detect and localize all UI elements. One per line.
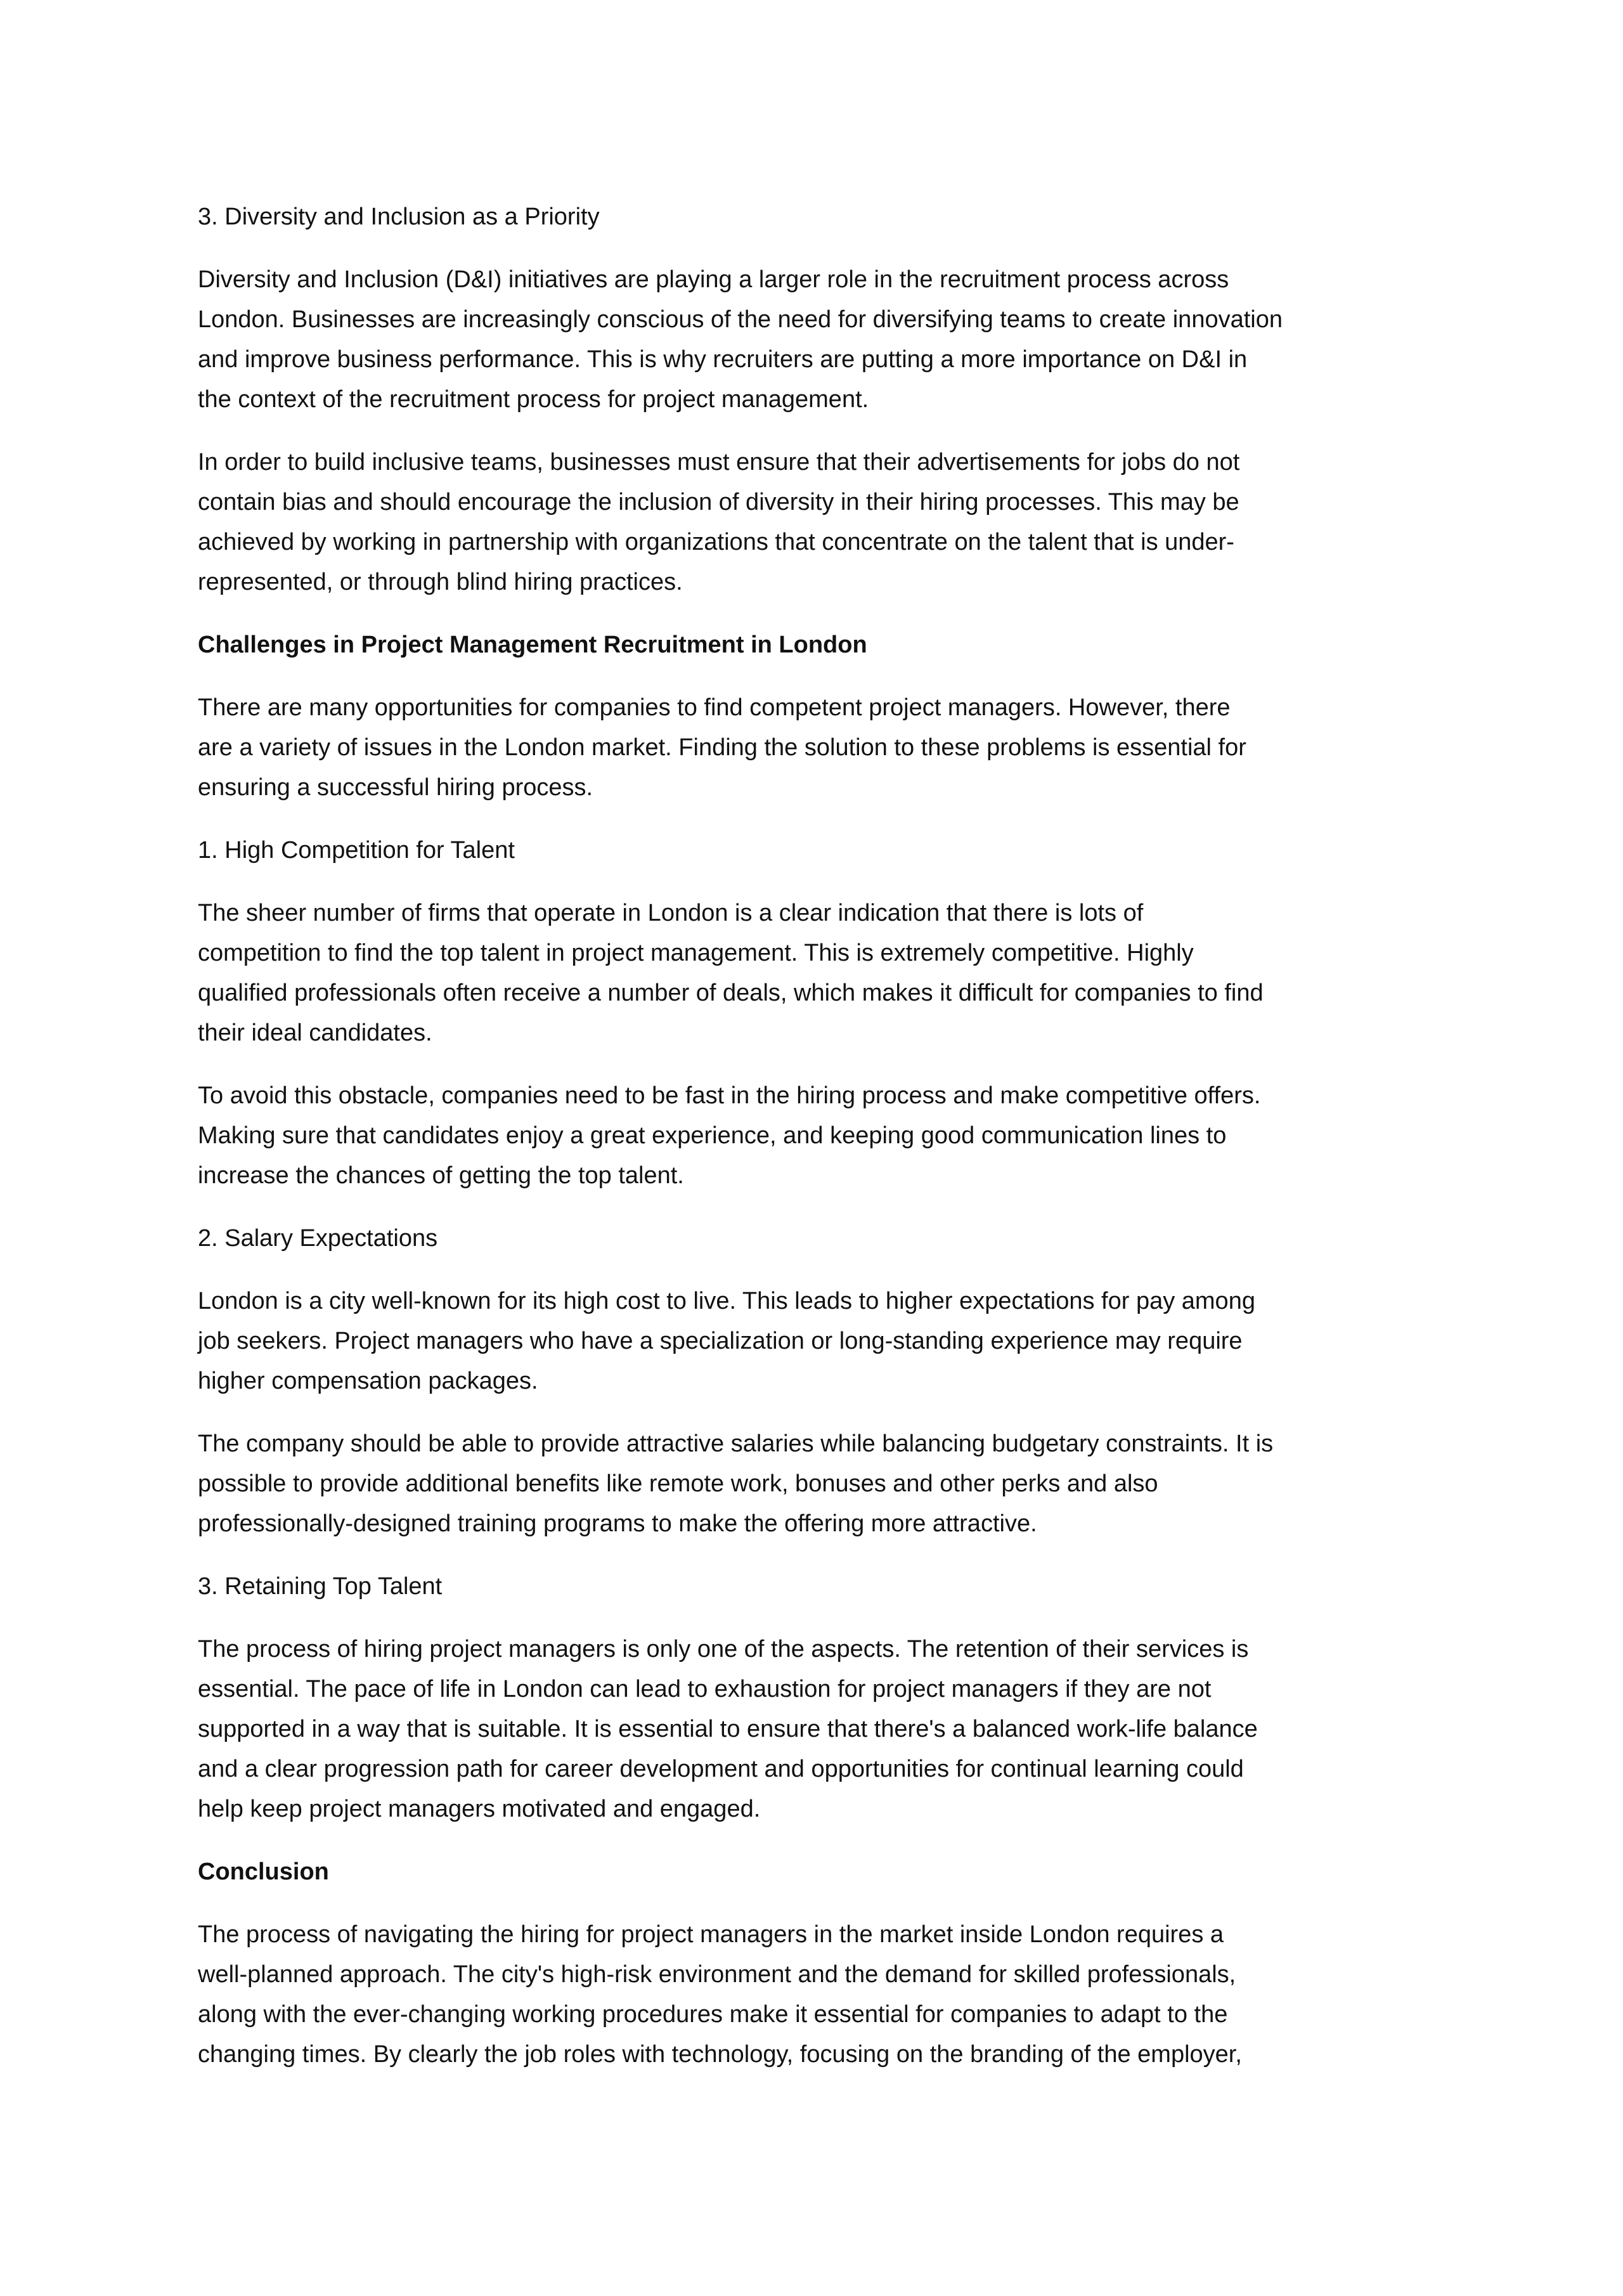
text-line: changing times. By clearly the job roles with technology, focusing on the branding of the employer, <box>198 2041 1242 2068</box>
text-line: To avoid this obstacle, companies need to be fast in the hiring process and make competitive offers. <box>198 1082 1261 1109</box>
text-line: 2. Salary Expectations <box>198 1225 438 1252</box>
text-line: The sheer number of firms that operate in London is a clear indication that there is lots of <box>198 900 1144 926</box>
text-line: job seekers. Project managers who have a specialization or long-standing experience may require <box>198 1328 1243 1354</box>
text-line: The process of navigating the hiring for project managers in the market inside London requires a <box>198 1921 1224 1948</box>
text-line: The company should be able to provide attractive salaries while balancing budgetary constraints. It is <box>198 1430 1274 1457</box>
paragraph <box>198 688 1466 808</box>
paragraph <box>198 1424 1466 1544</box>
text-line: achieved by working in partnership with organizations that concentrate on the talent that is under- <box>198 529 1234 555</box>
paragraph <box>198 1915 1466 2075</box>
text-line: the context of the recruitment process for project management. <box>198 386 869 413</box>
text-line: London. Businesses are increasingly conscious of the need for diversifying teams to create innovation <box>198 306 1283 333</box>
text-line: possible to provide additional benefits like remote work, bonuses and other perks and also <box>198 1470 1158 1497</box>
section-heading <box>198 1852 1466 1892</box>
subsection-heading <box>198 1219 1466 1259</box>
document-page <box>198 197 1466 2098</box>
text-line: are a variety of issues in the London market. Finding the solution to these problems is essential for <box>198 734 1246 761</box>
paragraph <box>198 443 1466 602</box>
text-line: There are many opportunities for companies to find competent project managers. However, there <box>198 694 1231 721</box>
text-line: Conclusion <box>198 1858 329 1885</box>
subsection-heading <box>198 831 1466 871</box>
text-line: Challenges in Project Management Recruitment in London <box>198 632 867 658</box>
text-line: ensuring a successful hiring process. <box>198 774 593 801</box>
text-line: their ideal candidates. <box>198 1020 432 1046</box>
paragraph <box>198 893 1466 1053</box>
text-line: Making sure that candidates enjoy a great experience, and keeping good communication lines to <box>198 1122 1227 1149</box>
text-line: higher compensation packages. <box>198 1368 538 1394</box>
text-line: along with the ever-changing working procedures make it essential for companies to adapt to the <box>198 2001 1228 2028</box>
subsection-heading <box>198 197 1466 237</box>
paragraph <box>198 1281 1466 1401</box>
text-line: In order to build inclusive teams, businesses must ensure that their advertisements for jobs do not <box>198 449 1240 476</box>
text-line: 1. High Competition for Talent <box>198 837 515 864</box>
text-line: supported in a way that is suitable. It is essential to ensure that there's a balanced work-life balance <box>198 1716 1258 1742</box>
text-line: Diversity and Inclusion (D&I) initiatives are playing a larger role in the recruitment process across <box>198 266 1229 293</box>
paragraph <box>198 1076 1466 1196</box>
text-line: increase the chances of getting the top talent. <box>198 1162 684 1189</box>
text-line: contain bias and should encourage the inclusion of diversity in their hiring processes. This may be <box>198 489 1239 516</box>
subsection-heading <box>198 1567 1466 1607</box>
section-heading <box>198 625 1466 665</box>
text-line: well-planned approach. The city's high-risk environment and the demand for skilled professionals, <box>198 1961 1236 1988</box>
text-line: The process of hiring project managers is only one of the aspects. The retention of their services is <box>198 1636 1249 1663</box>
text-line: essential. The pace of life in London can lead to exhaustion for project managers if they are not <box>198 1676 1212 1703</box>
text-line: and a clear progression path for career development and opportunities for continual learning could <box>198 1756 1244 1782</box>
text-line: competition to find the top talent in project management. This is extremely competitive. Highly <box>198 940 1194 966</box>
text-line: 3. Diversity and Inclusion as a Priority <box>198 204 600 230</box>
text-line: London is a city well-known for its high cost to live. This leads to higher expectations for pay among <box>198 1288 1255 1314</box>
paragraph <box>198 1630 1466 1829</box>
text-line: qualified professionals often receive a number of deals, which makes it difficult for companies to find <box>198 980 1264 1006</box>
text-line: help keep project managers motivated and engaged. <box>198 1796 761 1822</box>
paragraph <box>198 260 1466 420</box>
text-line: represented, or through blind hiring practices. <box>198 569 683 595</box>
text-line: professionally-designed training programs to make the offering more attractive. <box>198 1510 1037 1537</box>
text-line: and improve business performance. This is why recruiters are putting a more importance on D&I in <box>198 346 1248 373</box>
text-line: 3. Retaining Top Talent <box>198 1573 443 1600</box>
